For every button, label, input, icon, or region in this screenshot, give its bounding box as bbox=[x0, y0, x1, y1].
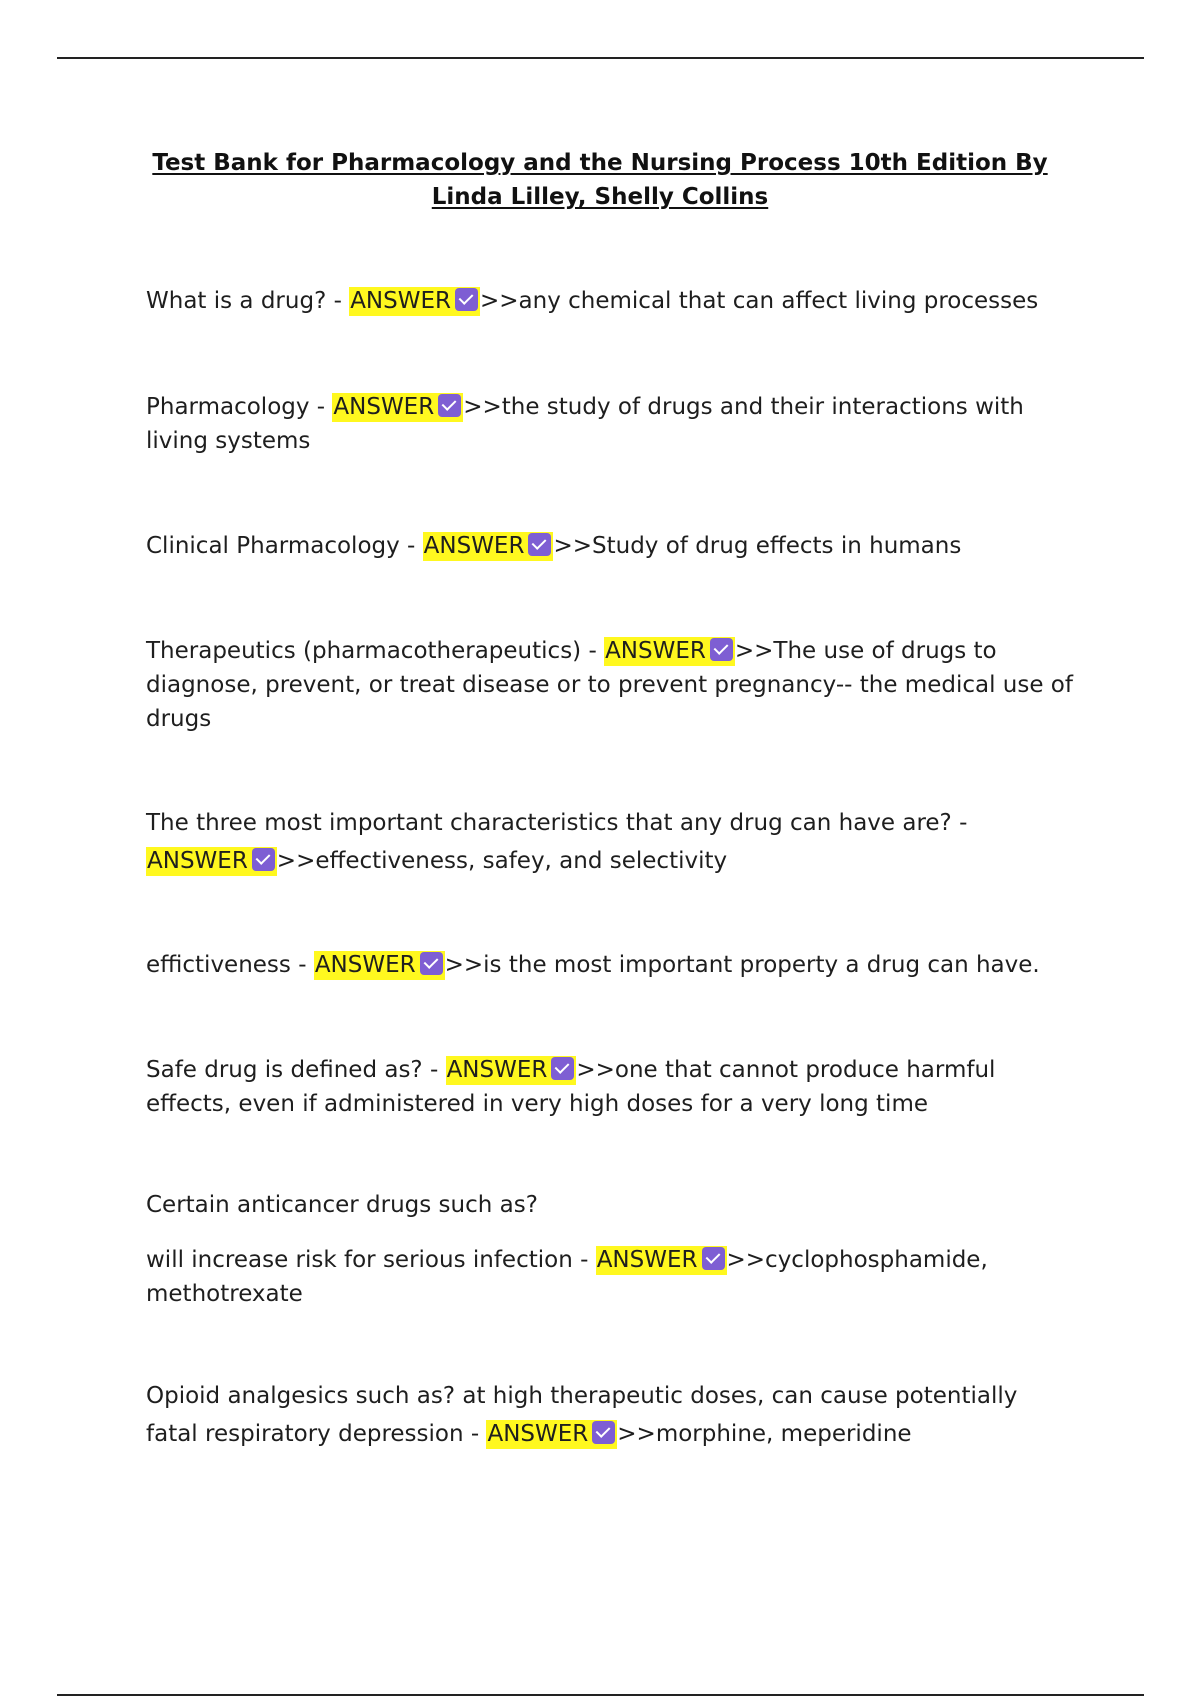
qa-item-7 bbox=[146, 1053, 1076, 1121]
checkbox-check-icon bbox=[455, 288, 478, 311]
checkbox-check-icon bbox=[710, 638, 733, 661]
answer-text: >>the study of drugs and their interactions with living systems bbox=[146, 394, 1032, 454]
qa-item-6 bbox=[146, 948, 1076, 982]
checkbox-check-icon bbox=[438, 394, 461, 417]
qa-item-1 bbox=[146, 284, 1076, 318]
answer-highlight bbox=[314, 951, 445, 980]
answer-text: >>is the most important property a drug can have. bbox=[444, 952, 1040, 978]
qa-item-9 bbox=[146, 1377, 1076, 1453]
answer-label: ANSWER bbox=[596, 1247, 698, 1273]
answer-highlight bbox=[446, 1056, 577, 1085]
answer-label: ANSWER bbox=[487, 1421, 589, 1447]
answer-highlight bbox=[349, 287, 480, 316]
question-text: The three most important characteristics that any drug can have are? - bbox=[146, 810, 975, 836]
answer-label: ANSWER bbox=[350, 288, 451, 314]
answer-text: >>cyclophosphamide, methotrexate bbox=[146, 1247, 996, 1307]
answer-text: >>one that cannot produce harmful effects, even if administered in very high doses for a very long time bbox=[146, 1057, 1003, 1117]
qa-item-8 bbox=[146, 1243, 1076, 1311]
checkbox-check-icon bbox=[420, 952, 443, 975]
checkbox-check-icon bbox=[551, 1057, 574, 1080]
checkbox-check-icon bbox=[528, 533, 551, 556]
question-text: effictiveness - bbox=[146, 952, 314, 978]
answer-label: ANSWER bbox=[314, 952, 416, 978]
answer-highlight bbox=[423, 532, 554, 561]
answer-highlight bbox=[604, 637, 735, 666]
answer-highlight bbox=[486, 1420, 617, 1449]
answer-text: >>effectiveness, safey, and selectivity bbox=[276, 848, 728, 874]
question-text: Pharmacology - bbox=[146, 394, 333, 420]
bottom-rule bbox=[57, 1694, 1144, 1696]
answer-highlight bbox=[146, 847, 277, 876]
answer-highlight bbox=[596, 1246, 727, 1275]
answer-text: >>morphine, meperidine bbox=[617, 1421, 912, 1447]
answer-label: ANSWER bbox=[446, 1057, 548, 1083]
qa-item-4 bbox=[146, 634, 1081, 736]
question-text: Safe drug is defined as? - bbox=[146, 1057, 446, 1083]
qa-item-5 bbox=[146, 804, 1076, 880]
answer-label: ANSWER bbox=[423, 533, 525, 559]
question-text: Therapeutics (pharmacotherapeutics) - bbox=[146, 638, 605, 664]
document-title: Test Bank for Pharmacology and the Nursing Process 10th Edition By Linda Lilley, Shelly Collins bbox=[152, 150, 1048, 210]
answer-label: ANSWER bbox=[605, 638, 706, 664]
checkbox-check-icon bbox=[592, 1421, 615, 1444]
answer-text: >>any chemical that can affect living processes bbox=[480, 288, 1039, 314]
question-text: will increase risk for serious infection - bbox=[146, 1247, 596, 1273]
answer-text: >>Study of drug effects in humans bbox=[553, 533, 962, 559]
qa-item-3 bbox=[146, 529, 1076, 563]
answer-text: >>The use of drugs to diagnose, prevent, or treat disease or to prevent pregnancy-- the medical use of drugs bbox=[146, 638, 1081, 732]
qa-item-2 bbox=[146, 390, 1076, 458]
answer-label: ANSWER bbox=[147, 848, 248, 874]
question-text: Clinical Pharmacology - bbox=[146, 533, 423, 559]
checkbox-check-icon bbox=[702, 1247, 725, 1270]
answer-label: ANSWER bbox=[333, 394, 435, 420]
top-rule bbox=[57, 57, 1144, 59]
checkbox-check-icon bbox=[252, 848, 275, 871]
answer-highlight bbox=[332, 393, 463, 422]
question-text: Opioid analgesics such as? at high therapeutic doses, can cause potentially fatal respiratory depression - bbox=[146, 1383, 1025, 1447]
standalone-question: Certain anticancer drugs such as? bbox=[146, 1192, 538, 1218]
question-text: What is a drug? - bbox=[146, 288, 350, 314]
